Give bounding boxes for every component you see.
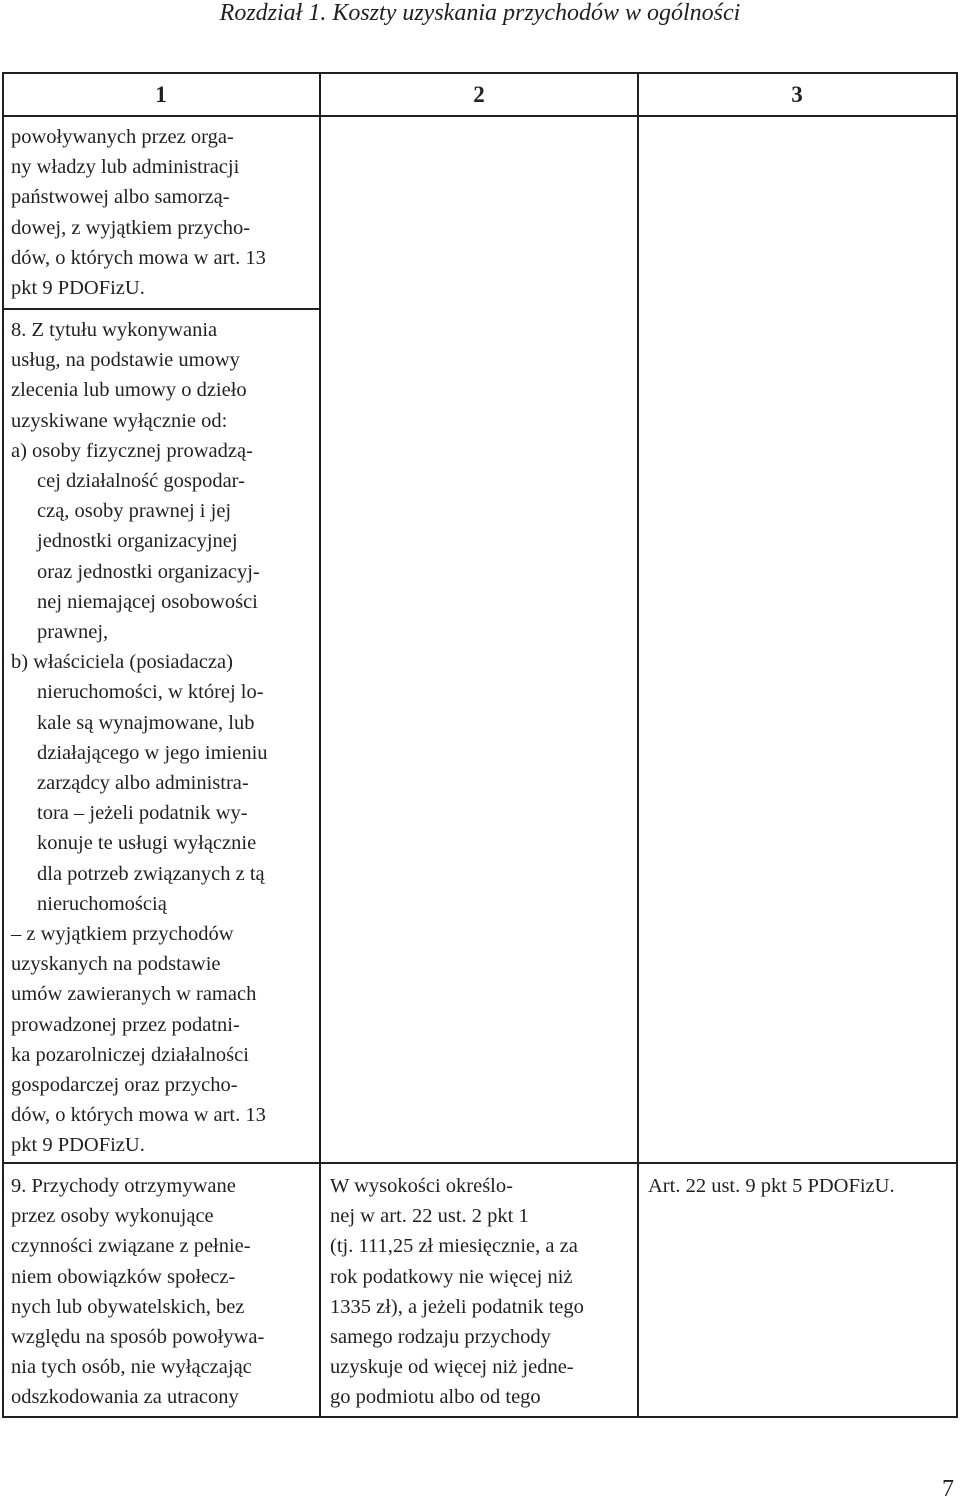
col2-right-border: [637, 72, 639, 1418]
text-line: niem obowiązków społecz-: [11, 1265, 236, 1288]
text-line: 9. Przychody otrzymywane: [11, 1175, 236, 1197]
text-line: ny władzy lub administracji: [11, 156, 240, 179]
text-line: jednostki organizacyjnej: [37, 530, 238, 553]
text-line: kale są wynajmowane, lub: [37, 711, 255, 734]
text-line: gospodarczej oraz przycho-: [11, 1074, 238, 1097]
text-line: pkt 9 PDOFizU.: [11, 1134, 145, 1157]
text-line: państwowej albo samorzą-: [11, 186, 230, 209]
text-line: usług, na podstawie umowy: [11, 349, 240, 372]
text-line: uzyskiwane wyłącznie od:: [11, 409, 228, 432]
column-number-3: 3: [791, 82, 803, 107]
text-line: konuje te usługi wyłącznie: [37, 832, 257, 855]
text-line: tora – jeżeli podatnik wy-: [37, 802, 248, 825]
column-number-1: 1: [155, 82, 167, 107]
text-line: oraz jednostki organizacyj-: [37, 560, 260, 583]
row2-bottom-border: [2, 1162, 957, 1164]
text-line: Art. 22 ust. 9 pkt 5 PDOFizU.: [648, 1175, 895, 1197]
text-line: zarządcy albo administra-: [37, 772, 249, 795]
row3-col3-cell: [648, 1171, 895, 1201]
text-line: samego rodzaju przychody: [330, 1326, 551, 1349]
text-line: W wysokości określo-: [330, 1175, 513, 1197]
text-line: czą, osoby prawnej i jej: [37, 500, 232, 523]
column-number-2: 2: [473, 82, 485, 107]
text-line: dla potrzeb związanych z tą: [37, 862, 265, 885]
text-line: działającego w jego imieniu: [37, 741, 268, 764]
text-line: go podmiotu albo od tego: [330, 1386, 541, 1409]
text-line: (tj. 111,25 zł miesięcznie, a za: [330, 1235, 578, 1258]
text-line: nieruchomością: [37, 892, 167, 915]
text-line: nej w art. 22 ust. 2 pkt 1: [330, 1205, 529, 1228]
text-line: a) osoby fizycznej prowadzą-: [11, 439, 253, 462]
header-bottom-border: [2, 115, 957, 117]
text-line: b) właściciela (posiadacza): [11, 651, 233, 674]
text-line: umów zawieranych w ramach: [11, 983, 257, 1006]
text-line: prawnej,: [37, 621, 109, 644]
table-right-border: [956, 72, 958, 1418]
text-line: nia tych osób, nie wyłączając: [11, 1356, 252, 1379]
text-line: nej niemającej osobowości: [37, 590, 258, 613]
table-top-border: [2, 72, 957, 74]
chapter-title: Rozdział 1. Koszty uzyskania przychodów w ogólności: [219, 0, 741, 26]
text-line: uzyskuje od więcej niż jedne-: [330, 1356, 574, 1379]
text-line: odszkodowania za utracony: [11, 1386, 239, 1409]
row2-col1-cell: [11, 315, 268, 1161]
row1-bottom-border: [2, 308, 320, 310]
table-left-border: [2, 72, 4, 1418]
text-line: dów, o których mowa w art. 13: [11, 1104, 266, 1127]
row3-col2-cell: [330, 1171, 584, 1413]
table-bottom-border: [2, 1416, 957, 1418]
text-line: czynności związane z pełnie-: [11, 1235, 251, 1258]
text-line: względu na sposób powoływa-: [11, 1326, 265, 1349]
text-line: pkt 9 PDOFizU.: [11, 277, 145, 300]
text-line: 8. Z tytułu wykonywania: [11, 319, 218, 341]
text-line: cej działalność gospodar-: [37, 470, 245, 493]
text-line: nych lub obywatelskich, bez: [11, 1295, 245, 1318]
text-line: powoływanych przez orga-: [11, 126, 234, 148]
col1-right-border: [319, 72, 321, 1418]
text-line: rok podatkowy nie więcej niż: [330, 1265, 573, 1288]
row3-col1-cell: [11, 1171, 264, 1413]
text-line: przez osoby wykonujące: [11, 1205, 214, 1228]
text-line: 1335 zł), a jeżeli podatnik tego: [330, 1295, 584, 1318]
text-line: prowadzonej przez podatni-: [11, 1013, 240, 1036]
text-line: uzyskanych na podstawie: [11, 953, 221, 976]
text-line: ka pozarolniczej działalności: [11, 1043, 249, 1066]
page-number: 7: [942, 1476, 954, 1502]
row1-col1-cell: [11, 122, 266, 303]
text-line: nieruchomości, w której lo-: [37, 681, 264, 704]
text-line: – z wyjątkiem przychodów: [11, 923, 234, 946]
text-line: dów, o których mowa w art. 13: [11, 246, 266, 269]
text-line: zlecenia lub umowy o dzieło: [11, 379, 247, 402]
text-line: dowej, z wyjątkiem przycho-: [11, 216, 251, 239]
